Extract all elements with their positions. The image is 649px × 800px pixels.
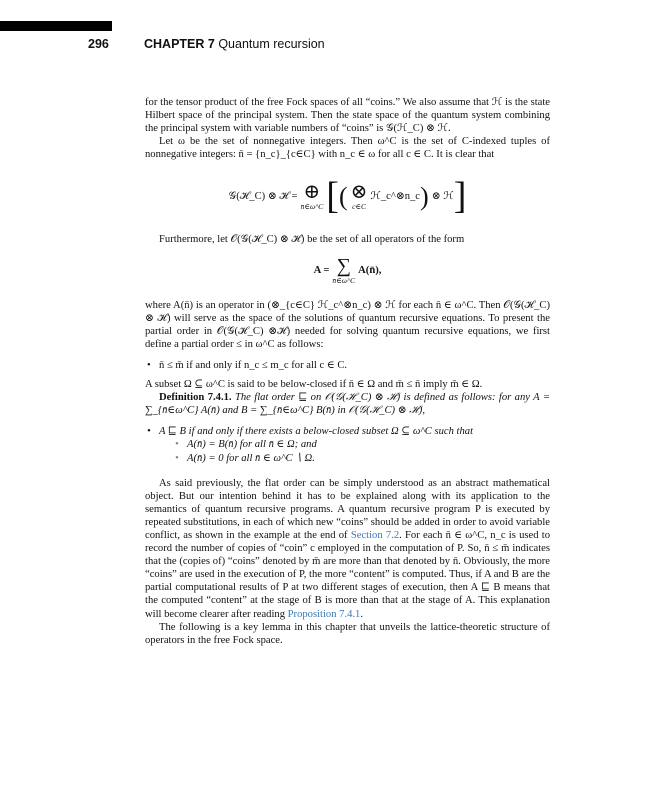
chapter-heading xyxy=(144,37,325,51)
right-bracket: ] xyxy=(453,175,467,218)
eq1-inner: ℋ_c^⊗n_c xyxy=(370,190,421,202)
otimes-symbol: ⊗ xyxy=(350,180,368,203)
equation-fock-decomposition xyxy=(145,167,550,225)
definition-bullet-text: A ⊑ B if and only if there exists a below-closed subset Ω ⊆ ω^C such that xyxy=(159,426,474,438)
running-header xyxy=(88,37,628,55)
oplus-subscript: n̄∈ω^C xyxy=(300,201,324,211)
oplus-symbol: ⊕ xyxy=(303,180,321,203)
definition-sub-bullets xyxy=(159,438,550,464)
paragraph-3: Furthermore, let 𝒪(𝒢(ℋ_C) ⊗ ℋ) be the set of all operators of the form xyxy=(159,234,465,246)
eq2-lhs: A = xyxy=(313,265,330,277)
sum-symbol: ∑ xyxy=(336,255,351,278)
eq2-term: A(n̄), xyxy=(358,265,382,277)
paragraph-5: A subset Ω ⊆ ω^C is said to be below-closed if n̄ ∈ Ω and m̄ ≤ n̄ imply m̄ ∈ Ω. xyxy=(145,379,483,391)
list-item: • A(n̄) = B(n̄) for all n̄ ∈ Ω; and xyxy=(159,438,550,451)
equation-operator-sum xyxy=(145,249,550,293)
proposition-7-4-1-link[interactable]: Proposition 7.4.1 xyxy=(287,608,361,620)
section-7-2-link[interactable]: Section 7.2 xyxy=(350,529,400,541)
definition-7-4-1 xyxy=(145,391,550,417)
otimes-subscript: c∈C xyxy=(352,201,366,211)
paragraph-6 xyxy=(145,477,550,621)
eq1-lhs: 𝒢(ℋ_C) ⊗ ℋ = xyxy=(228,190,298,202)
chapter-label: CHAPTER 7 xyxy=(144,37,215,51)
list-item: • n̄ ≤ m̄ if and only if n_c ≤ m_c for all c ∈ C. xyxy=(145,359,550,372)
list-item xyxy=(145,425,550,464)
sum-subscript: n̄∈ω^C xyxy=(332,276,356,286)
list-item: • A(n̄) = 0 for all n̄ ∈ ω^C ∖ Ω. xyxy=(159,452,550,465)
paragraph-2: Let ω be the set of nonnegative integers. Then ω^C is the set of C-indexed tuples of nonnegative integers: n̄ = {n_c}_{c∈C} with n_c ∈ ω for all c ∈ C. It is clear that xyxy=(145,136,550,161)
chapter-title: Quantum recursion xyxy=(218,37,325,51)
paragraph-7: The following is a key lemma in this chapter that unveils the lattice-theoretic structure of operators in the free Fock space. xyxy=(145,621,550,646)
page-number: 296 xyxy=(88,37,109,51)
order-definition-list xyxy=(145,359,550,372)
definition-text: The flat order ⊑ on 𝒪(𝒢(ℋ_C) ⊗ ℋ) is defined as follows: for any A = ∑_{n̄∈ω^C} A(n̄) and B = ∑_{n̄∈ω^C} B(n̄) in 𝒪(𝒢(ℋ_C) ⊗ ℋ), xyxy=(145,392,550,417)
paragraph-4: where A(n̄) is an operator in (⊗_{c∈C} ℋ_c^⊗n_c) ⊗ ℋ for each n̄ ∈ ω^C. Then 𝒪(𝒢(ℋ_C) ⊗ ℋ) will serve as the space of the solutions of quantum recursive equations. To present the partial order in 𝒪(𝒢(ℋ_C) ⊗ℋ) needed for solving quantum recursive equations, we first define a partial order ≤ in ω^C as follows: xyxy=(145,299,550,350)
paragraph-1: for the tensor product of the free Fock spaces of all “coins.” We also assume that ℋ is the state Hilbert space of the principal system. Then the state space of the quantum system combining the principal system with variable numbers of “coins” is 𝒢(ℋ_C) ⊗ ℋ. xyxy=(145,97,550,135)
left-bracket: [ xyxy=(326,175,339,218)
definition-label: Definition 7.4.1. xyxy=(159,392,232,404)
paragraph-6-part-a: As said previously, the flat order can be simply understood as an abstract mathematical object. But our intention behind it has to be explained along with its application to the semantics of quantum recursive programs. A quantum recursive program P is executed by repeated substitutions, in each of which new “coins” should be added in order to avoid variable conflict, as shown in the example at the end of xyxy=(145,477,550,541)
eq1-tail: ⊗ ℋ xyxy=(431,190,454,202)
definition-bullets xyxy=(145,425,550,464)
header-rule-gap xyxy=(112,21,649,31)
sum-operator xyxy=(332,256,355,285)
oplus-operator xyxy=(301,182,324,211)
right-paren: ) xyxy=(420,181,429,211)
page-body xyxy=(145,96,550,647)
paragraph-6-part-c: . xyxy=(360,608,364,620)
left-paren: ( xyxy=(338,181,348,211)
paragraph-6-part-b: . For each n̄ ∈ ω^C, n_c is used to record the number of copies of “coin” c employed in the computation of P. So, n̄ ≤ m̄ indicates that the (copies of) “coins” denoted by m̄ are more than that denoted by n̄. Obviously, the more “coins” are used in the execution of P, the more “content” is computed. Thus, if A and B are the partial computational results of P at two different stages of execution, then A ⊑ B means that the computed “content” at the stage of B is more than that at the stage of A. This explanation will become clearer after reading xyxy=(145,529,551,620)
otimes-operator xyxy=(351,182,368,211)
